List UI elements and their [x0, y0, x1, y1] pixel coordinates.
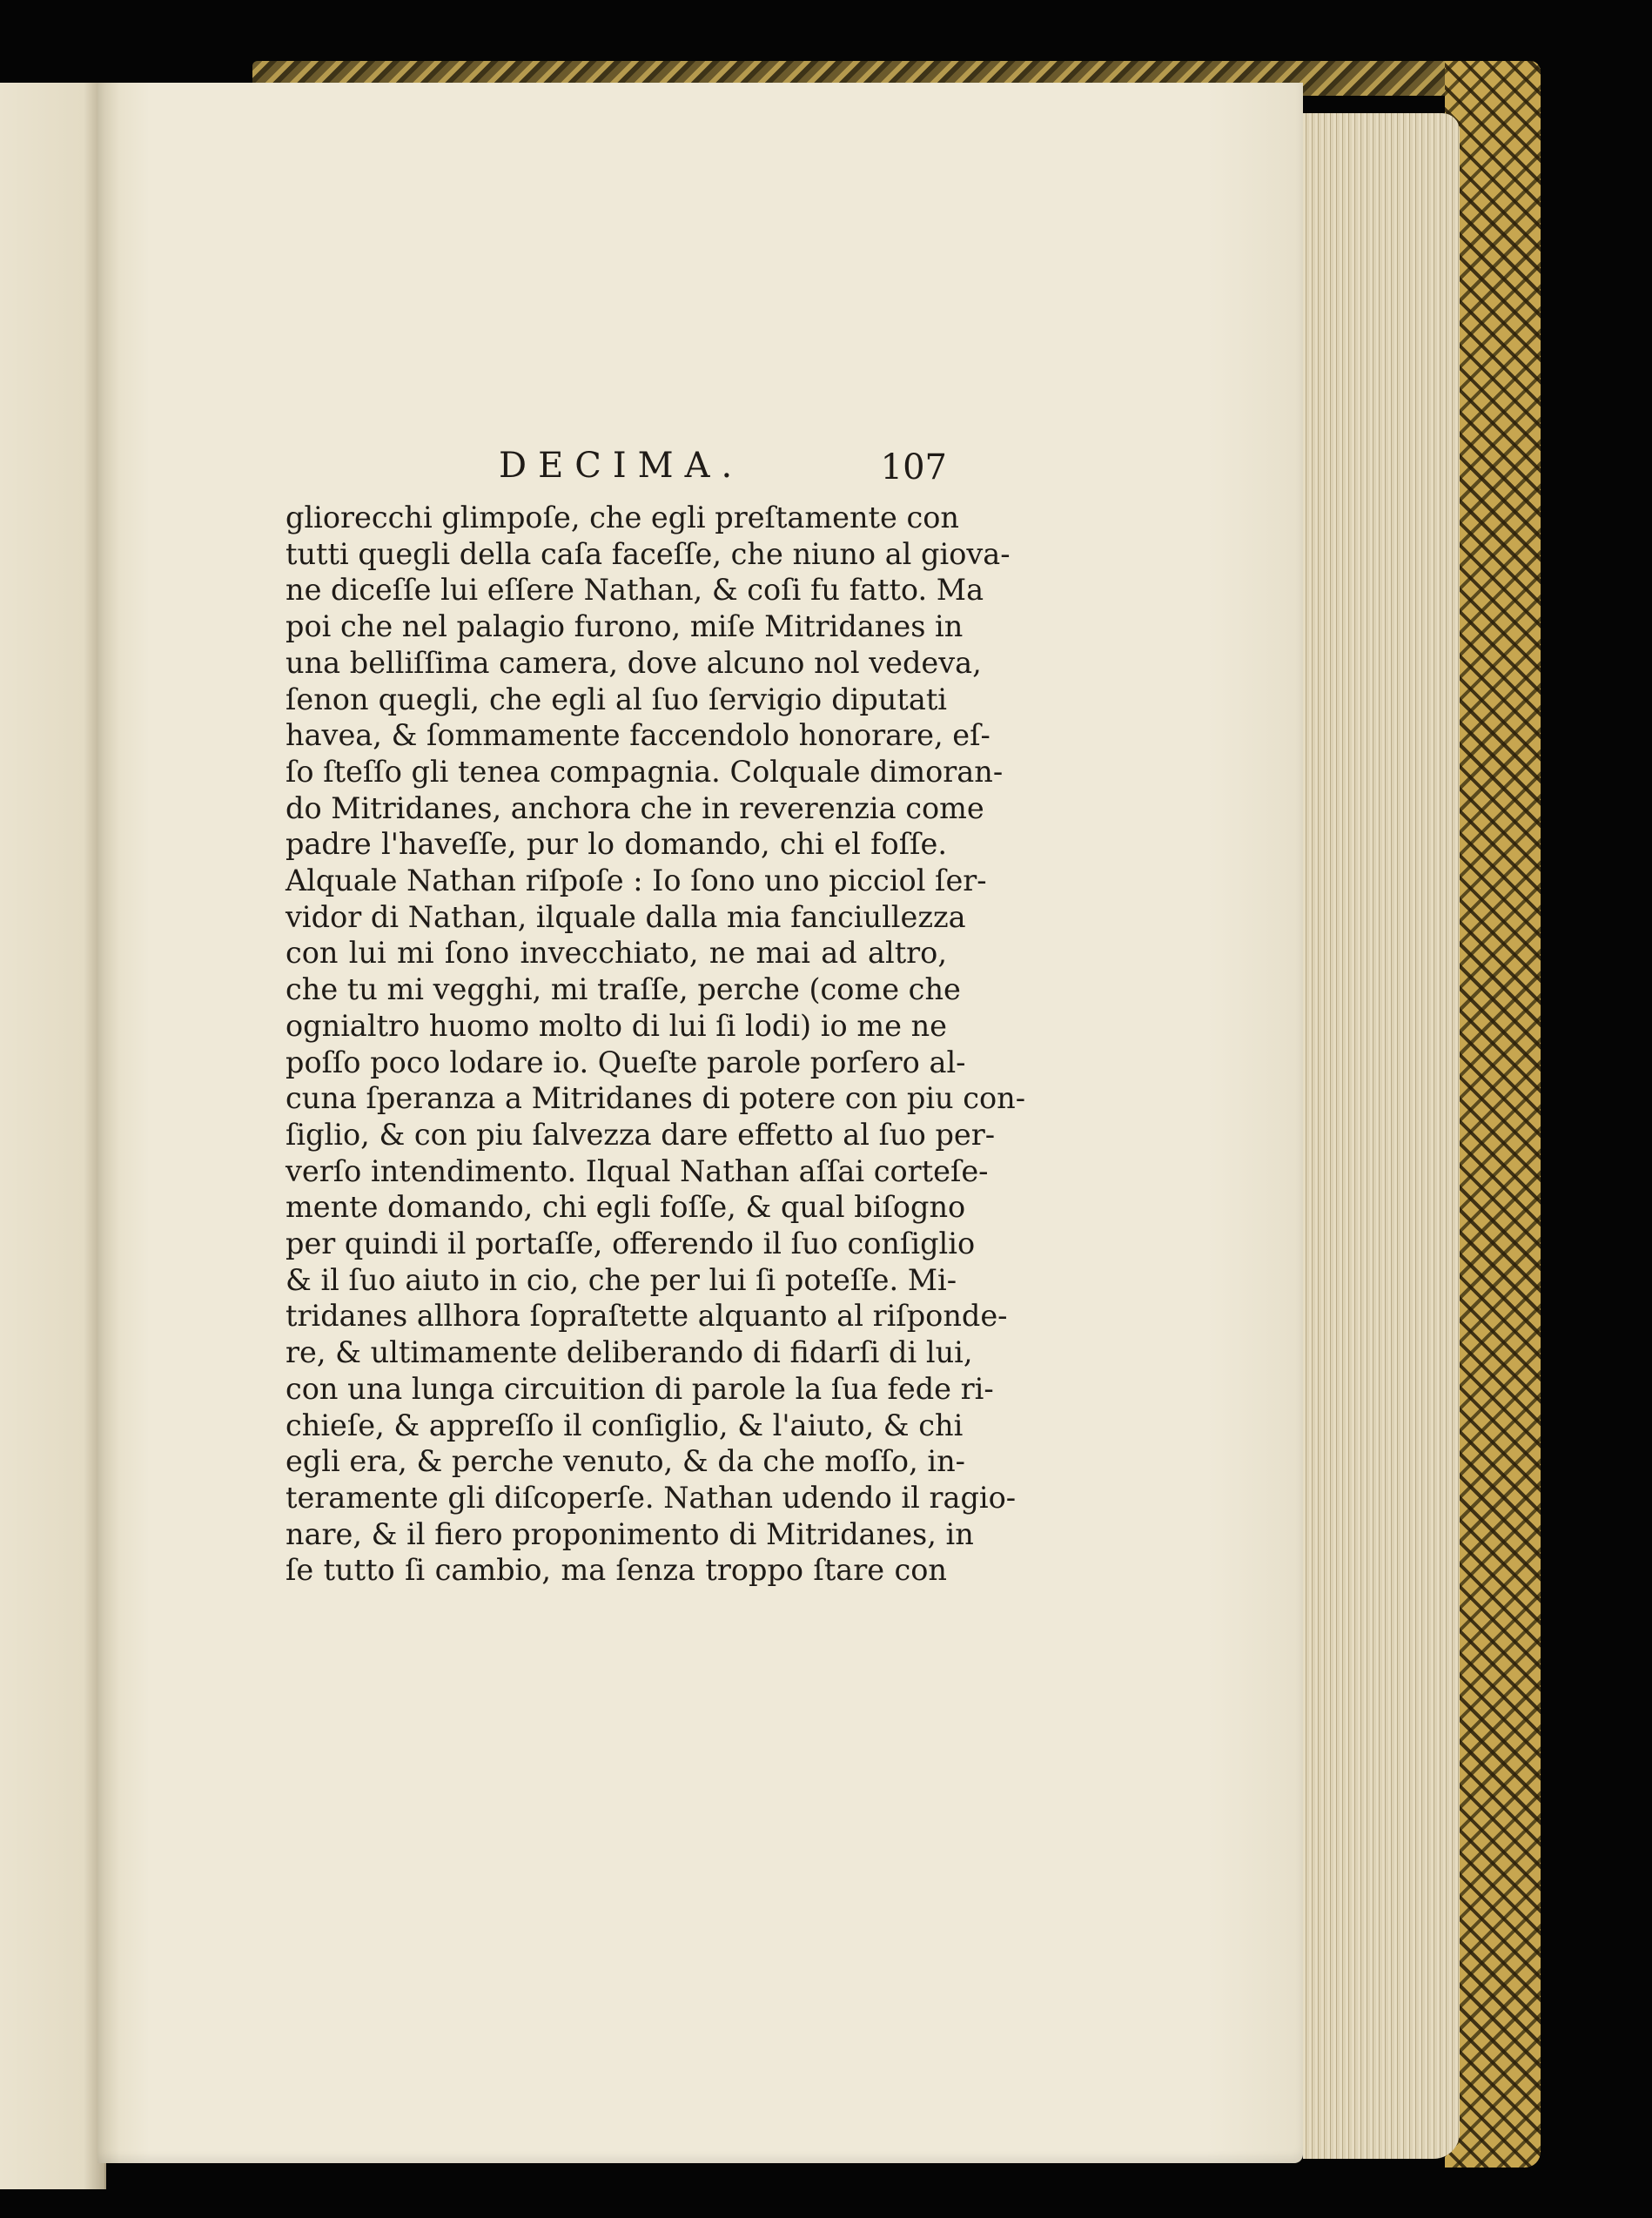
text-line: ognialtro huomo molto di lui ſi lodi) io me ne	[285, 1008, 947, 1043]
text-line: padre l'haveſſe, pur lo domando, chi el foſſe.	[285, 827, 947, 862]
text-line: do Mitridanes, anchora che in reverenzia come	[285, 790, 984, 825]
text-line: ne diceſſe lui eſſere Nathan, & coſi fu fatto. Ma	[285, 573, 984, 608]
text-line: poi che nel palagio furono, miſe Mitridanes in	[285, 609, 964, 644]
text-line: nare, & il fiero proponimento di Mitridanes, in	[285, 1516, 974, 1551]
text-line: ſo ſteſſo gli tenea compagnia. Colquale dimoran-	[285, 754, 1004, 789]
text-line: chieſe, & appreſſo il conſiglio, & l'aiuto, & chi	[285, 1408, 964, 1442]
text-line: mente domando, chi egli foſſe, & qual biſogno	[285, 1190, 966, 1225]
text-line: con lui mi ſono invecchiato, ne mai ad altro,	[285, 936, 947, 971]
text-line: con una lunga circuition di parole la ſua fede ri-	[285, 1371, 994, 1406]
text-line: che tu mi vegghi, mi traſſe, perche (come che	[285, 972, 961, 1007]
text-line: verſo intendimento. Ilqual Nathan aſſai corteſe-	[285, 1153, 989, 1188]
text-line: gliorecchi glimpoſe, che egli preſtamente con	[285, 501, 960, 534]
left-page	[0, 83, 106, 2189]
page-fore-edge	[1303, 113, 1460, 2159]
text-line: re, & ultimamente deliberando di fidarſi di lui,	[285, 1335, 973, 1370]
page-number: 107	[880, 447, 947, 487]
text-line: ſenon quegli, che egli al ſuo ſervigio diputati	[285, 682, 947, 716]
text-line: vidor di Nathan, ilquale dalla mia fanciullezza	[285, 899, 966, 934]
text-line: cuna ſperanza a Mitridanes di potere con piu con-	[285, 1081, 1026, 1116]
text-line: tutti quegli della caſa faceſſe, che niuno al giova-	[285, 536, 1011, 571]
text-line: per quindi il portaſſe, offerendo il ſuo conſiglio	[285, 1227, 976, 1261]
text-line: una belliſſima camera, dove alcuno nol vedeva,	[285, 645, 982, 680]
text-line: Alquale Nathan riſpoſe : Io ſono uno picciol ſer-	[285, 864, 987, 898]
text-line: ſe tutto ſi cambio, ma ſenza troppo ſtare con	[285, 1553, 947, 1588]
running-head-title: DECIMA.	[499, 446, 744, 486]
text-line: ſiglio, & con piu ſalvezza dare effetto al ſuo per-	[285, 1117, 996, 1152]
text-line: & il ſuo aiuto in cio, che per lui ſi poteſſe. Mi-	[285, 1262, 957, 1297]
text-line: egli era, & perche venuto, & da che moſſo, in-	[285, 1444, 966, 1479]
page-text-block	[285, 446, 1026, 1589]
text-line: poſſo poco lodare io. Queſte parole porſero al-	[285, 1045, 966, 1079]
running-head	[285, 446, 947, 500]
text-line: havea, & ſommamente faccendolo honorare, eſ-	[285, 718, 991, 753]
text-line: teramente gli diſcoperſe. Nathan udendo il ragio-	[285, 1480, 1017, 1515]
text-line: tridanes allhora ſopraſtette alquanto al riſponde-	[285, 1299, 1008, 1334]
body-text	[285, 500, 1026, 1589]
